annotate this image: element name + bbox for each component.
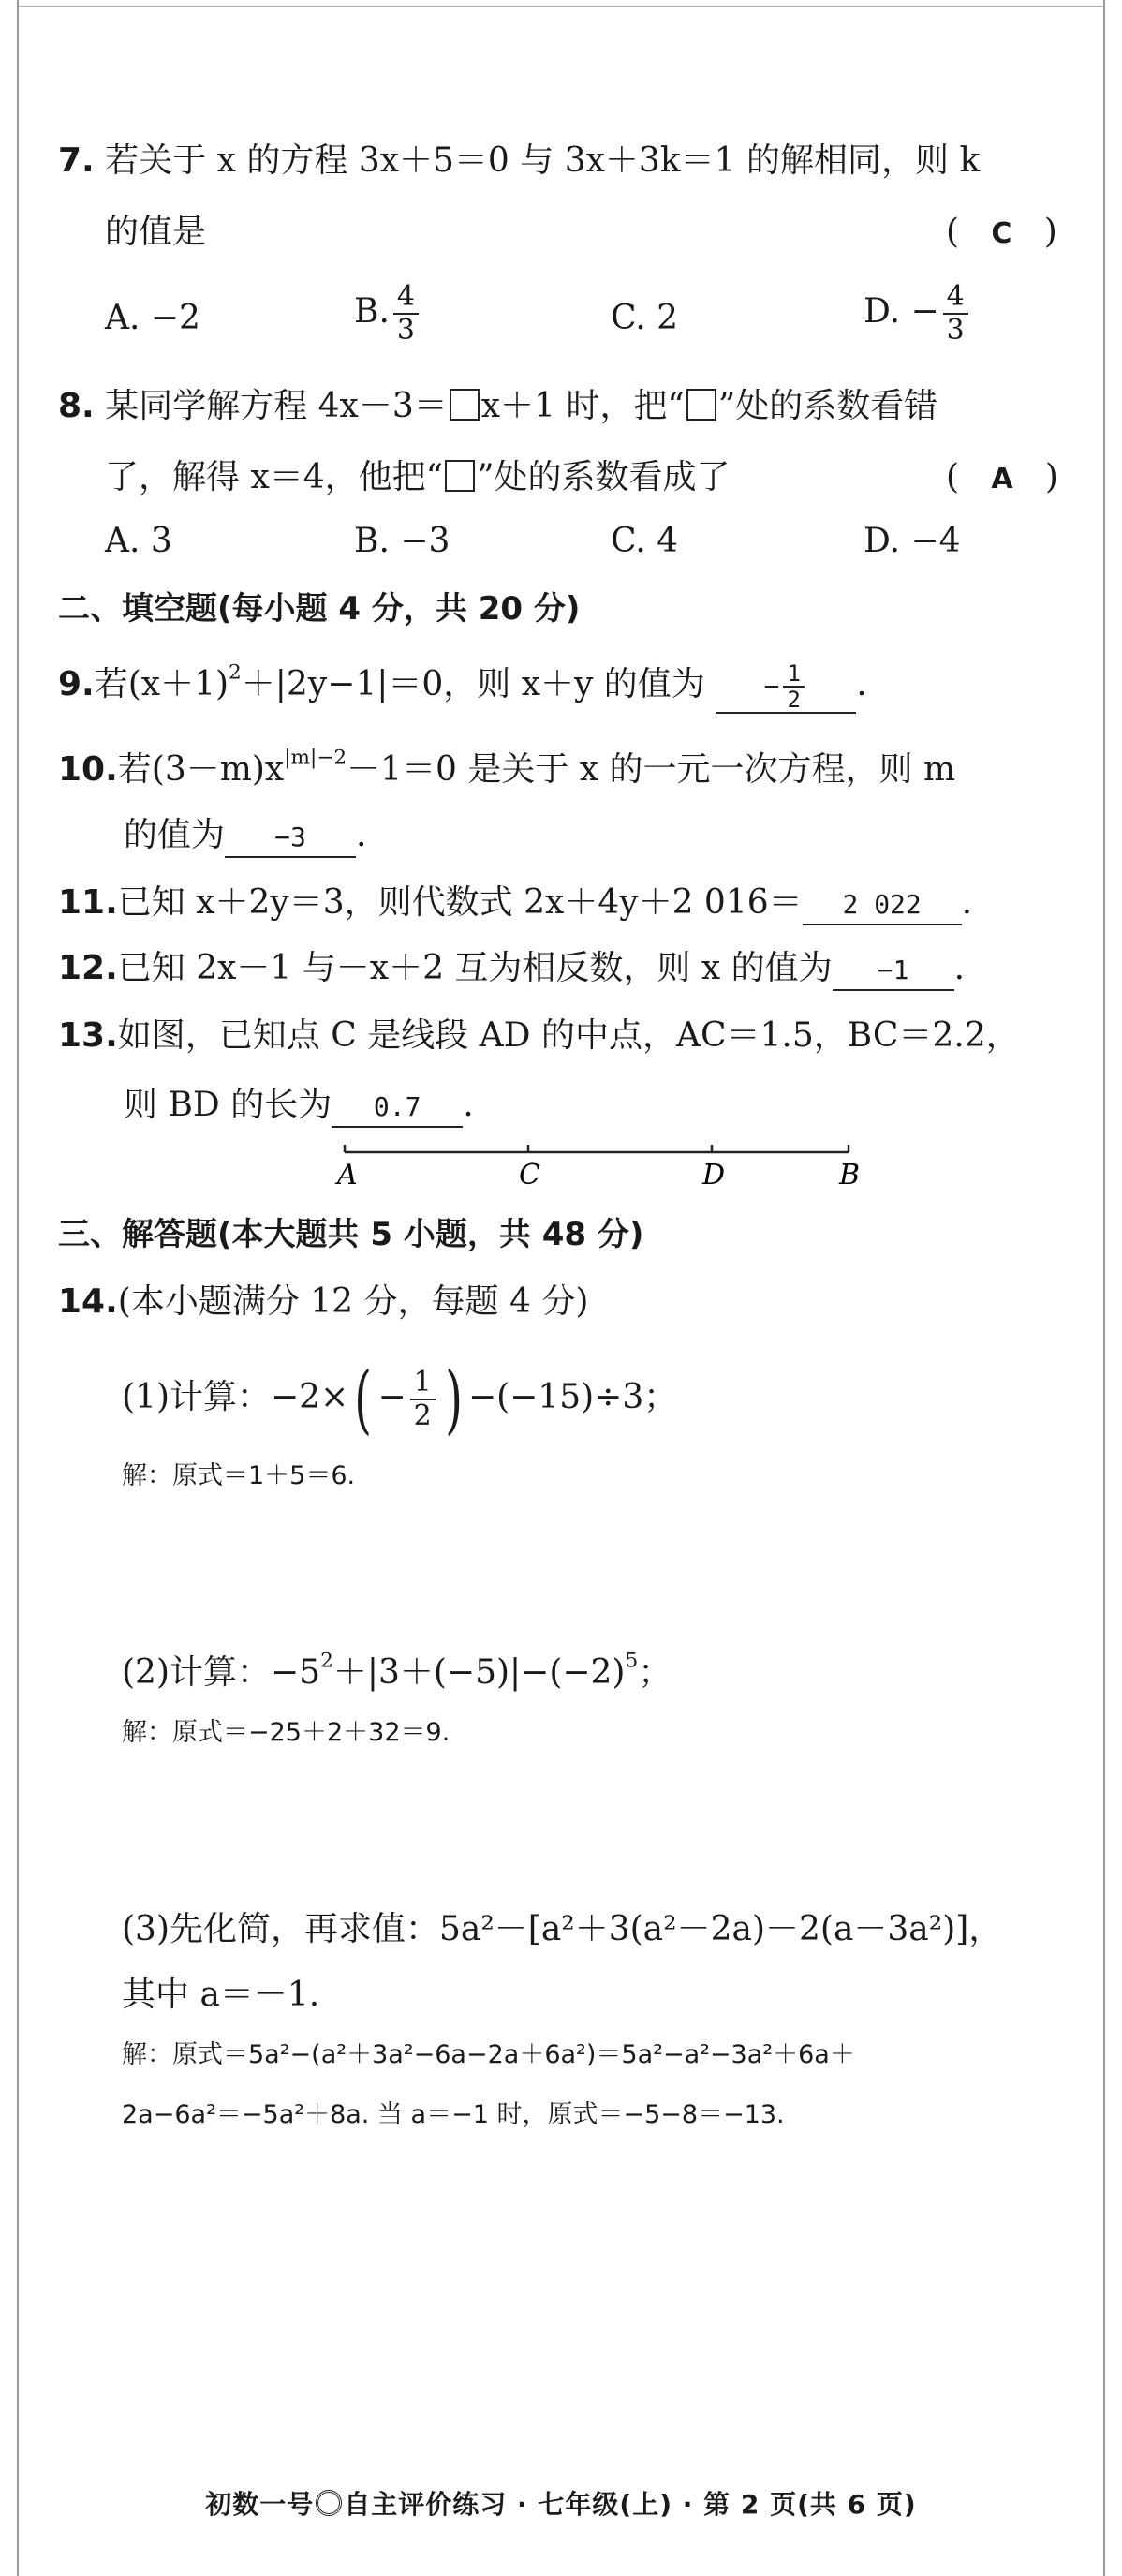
- q7-option-a: A. −2: [105, 299, 200, 337]
- q13-answer-blank: 0.7: [332, 1088, 463, 1128]
- q8-option-d: D. −4: [864, 522, 961, 560]
- q8-option-b: B. −3: [354, 522, 450, 560]
- q9-answer-blank: − $\frac{1}{2}$: [716, 661, 856, 714]
- q14-part1: (1)计算：−2×( − $\frac{1}{2}$ ) −(−15)÷3；: [122, 1355, 678, 1443]
- q11-line: 11.已知 x＋2y＝3，则代数式 2x＋4y＋2 016＝ 2 022 .: [58, 882, 972, 925]
- segment-diagram: [318, 1137, 880, 1203]
- q8-option-c: C. 4: [611, 522, 679, 560]
- blank-box-icon: [450, 389, 480, 421]
- q9-line: 9.若$(x+1)^2+|2y-1|=0$，则 x＋y 的值为 − $\frac{1}{2}$ .: [58, 660, 867, 713]
- q14-part3-line2: 其中 a＝－1.: [122, 1976, 320, 2014]
- q12-line: 12.已知 2x－1 与－x＋2 互为相反数，则 x 的值为 −1 .: [58, 948, 965, 991]
- q14-part2: (2)计算：$-5^2+|3+(-5)|-(-2)^5$；: [122, 1649, 672, 1692]
- section-3-heading: 三、解答题(本大题共 5 小题，共 48 分): [58, 1216, 644, 1253]
- blank-box-icon: [445, 460, 475, 492]
- q8-line2: 了，解得 x＝4，他把“ ”处的系数看成了: [105, 458, 731, 496]
- logo-circle-icon: [316, 2490, 342, 2516]
- q13-line1: 13.如图，已知点 C 是线段 AD 的中点，AC＝1.5，BC＝2.2，: [58, 1016, 1020, 1055]
- point-c-label: C: [519, 1159, 540, 1192]
- point-a-label: A: [337, 1159, 358, 1192]
- point-b-label: B: [839, 1159, 861, 1192]
- q7-line2: 的值是: [105, 213, 207, 251]
- q13-line2: 则 BD 的长为 0.7 .: [124, 1085, 474, 1128]
- q7-option-b: B. $\frac{4}{3}$: [354, 281, 422, 347]
- q7-line1: 7. 若关于 x 的方程 3x＋5＝0 与 3x＋3k＝1 的解相同，则 k: [58, 141, 981, 180]
- section-2-heading: 二、填空题(每小题 4 分，共 20 分): [58, 590, 581, 628]
- q14-part2-solution: 解：原式＝−25＋2＋32＝9.: [122, 1718, 450, 1747]
- page-footer: 初数一号 自主评价练习 · 七年级(上) · 第 2 页(共 6 页): [205, 2489, 917, 2520]
- q12-answer-blank: −1: [833, 952, 954, 991]
- q11-answer-blank: 2 022: [803, 886, 962, 925]
- page-top-edge: [19, 6, 1103, 7]
- q8-line1: 8. 某同学解方程 4x－3＝ x＋1 时，把“ ”处的系数看错: [58, 387, 938, 425]
- point-d-label: D: [702, 1159, 726, 1192]
- q14-header: 14.(本小题满分 12 分，每题 4 分): [58, 1282, 589, 1321]
- q10-answer-blank: −3: [225, 819, 356, 858]
- q10-line2: 的值为 −3 .: [124, 815, 366, 858]
- page-left-edge: [17, 0, 19, 2576]
- q7-answer: ( C ): [946, 213, 1057, 251]
- q7-option-c: C. 2: [611, 299, 679, 337]
- q14-part3-line1: (3)先化简，再求值：5a²－[a²＋3(a²－2a)－2(a－3a²)]，: [122, 1910, 1003, 1948]
- q14-part3-solution-line1: 解：原式＝5a²−(a²＋3a²−6a−2a＋6a²)＝5a²−a²−3a²＋6a＋: [122, 2040, 855, 2069]
- q8-answer: ( A ): [946, 458, 1058, 496]
- q7-option-d: D. − $\frac{4}{3}$: [864, 281, 972, 347]
- page-right-edge: [1103, 0, 1105, 2576]
- q8-option-a: A. 3: [105, 522, 172, 560]
- q14-part1-solution: 解：原式＝1＋5＝6.: [122, 1461, 356, 1490]
- q10-line1: 10.若$(3-m)x^{|m|-2}-1=0$ 是关于 x 的一元一次方程，则 m: [58, 746, 956, 789]
- q14-part3-solution-line2: 2a−6a²＝−5a²＋8a. 当 a＝−1 时，原式＝−5−8＝−13.: [122, 2100, 785, 2129]
- blank-box-icon: [686, 389, 716, 421]
